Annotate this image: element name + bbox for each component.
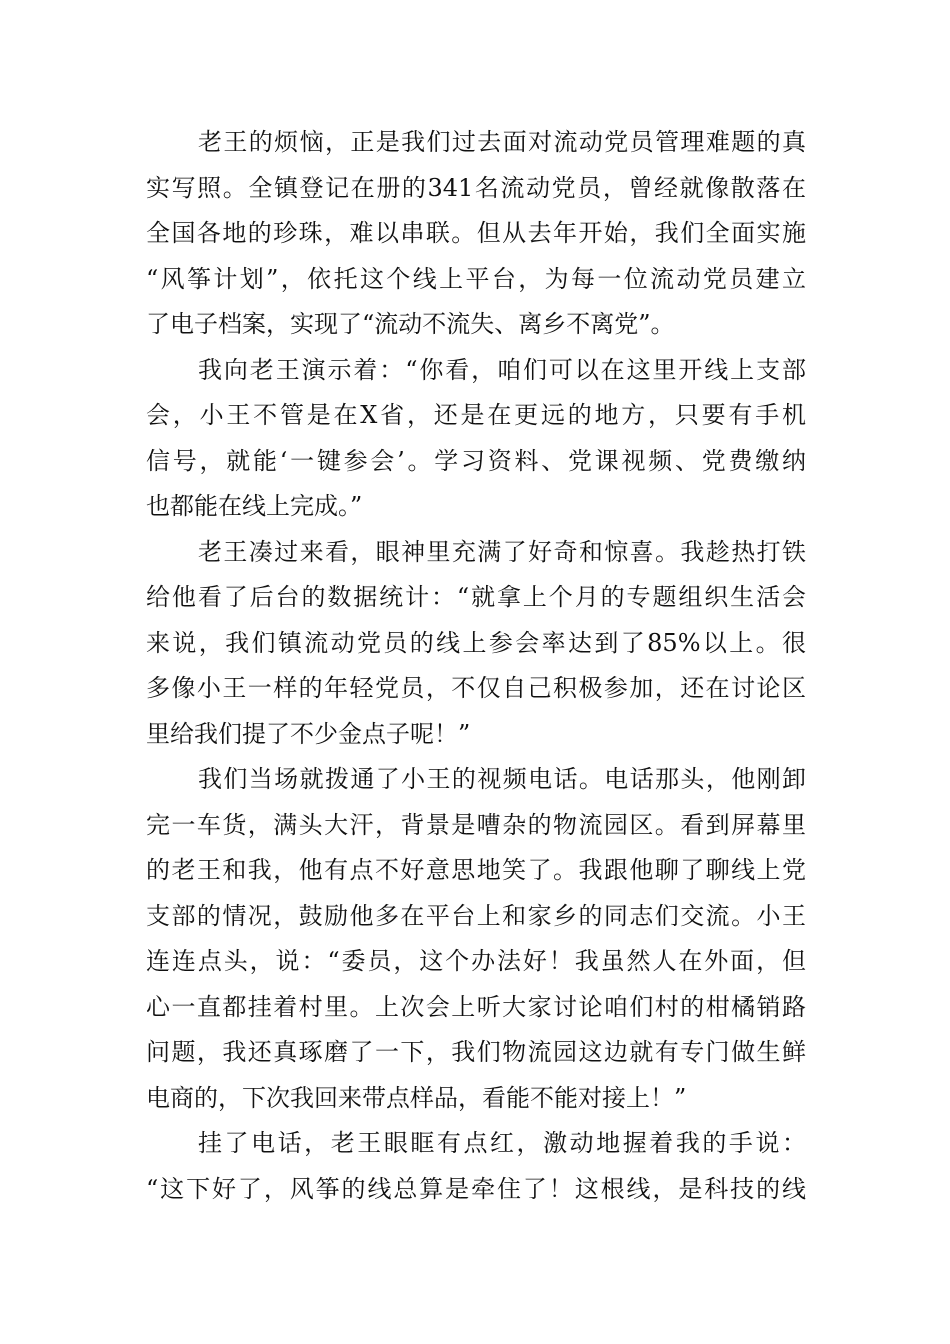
text-line: 完一车货，满头大汗，背景是嘈杂的物流园区。看到屏幕里 [146, 810, 806, 839]
text-line: 我们当场就拨通了小王的视频电话。电话那头，他刚卸 [198, 765, 806, 793]
text-line: 也都能在线上完成。” [146, 492, 363, 520]
text-line: 信号，就能‘一键参会’。学习资料、党课视频、党费缴纳 [146, 446, 806, 475]
text-line: 实写照。全镇登记在册的341名流动党员，曾经就像散落在 [146, 173, 806, 202]
paragraph-3 [146, 530, 806, 758]
text-line: 电商的，下次我回来带点样品，看能不能对接上！” [146, 1083, 687, 1112]
paragraph-4 [146, 757, 806, 1121]
text-line: 给他看了后台的数据统计：“就拿上个月的专题组织生活会 [146, 583, 806, 611]
text-line: 了电子档案，实现了“流动不流失、离乡不离党”。 [146, 310, 675, 338]
text-line: 里给我们提了不少金点子呢！” [146, 719, 471, 748]
paragraph-1 [146, 120, 806, 348]
text-line: 老王凑过来看，眼神里充满了好奇和惊喜。我趁热打铁 [198, 537, 806, 566]
text-line: 的老王和我，他有点不好意思地笑了。我跟他聊了聊线上党 [146, 856, 806, 884]
body-text [146, 120, 806, 1212]
text-line: 全国各地的珍珠，难以串联。但从去年开始，我们全面实施 [146, 219, 806, 247]
text-line: 问题，我还真琢磨了一下，我们物流园这边就有专门做生鲜 [146, 1038, 806, 1066]
text-line: 我向老王演示着：“你看，咱们可以在这里开线上支部 [198, 355, 806, 384]
text-line: “风筝计划”，依托这个线上平台，为每一位流动党员建立 [146, 264, 806, 293]
paragraph-2 [146, 348, 806, 530]
text-line: 连连点头，说：“委员，这个办法好！我虽然人在外面，但 [146, 947, 806, 975]
text-line: 来说，我们镇流动党员的线上参会率达到了85%以上。很 [146, 628, 806, 657]
paragraph-5 [146, 1121, 806, 1212]
text-line: 挂了电话，老王眼眶有点红，激动地握着我的手说： [198, 1129, 806, 1157]
text-line: 会，小王不管是在X省，还是在更远的地方，只要有手机 [146, 401, 806, 429]
text-line: 支部的情况，鼓励他多在平台上和家乡的同志们交流。小王 [146, 901, 806, 930]
text-line: 老王的烦恼，正是我们过去面对流动党员管理难题的真 [198, 128, 806, 156]
text-line: 多像小王一样的年轻党员，不仅自己积极参加，还在讨论区 [146, 674, 806, 702]
text-line: 心一直都挂着村里。上次会上听大家讨论咱们村的柑橘销路 [146, 992, 806, 1021]
text-line: “这下好了，风筝的线总算是牵住了！这根线，是科技的线 [146, 1174, 806, 1203]
